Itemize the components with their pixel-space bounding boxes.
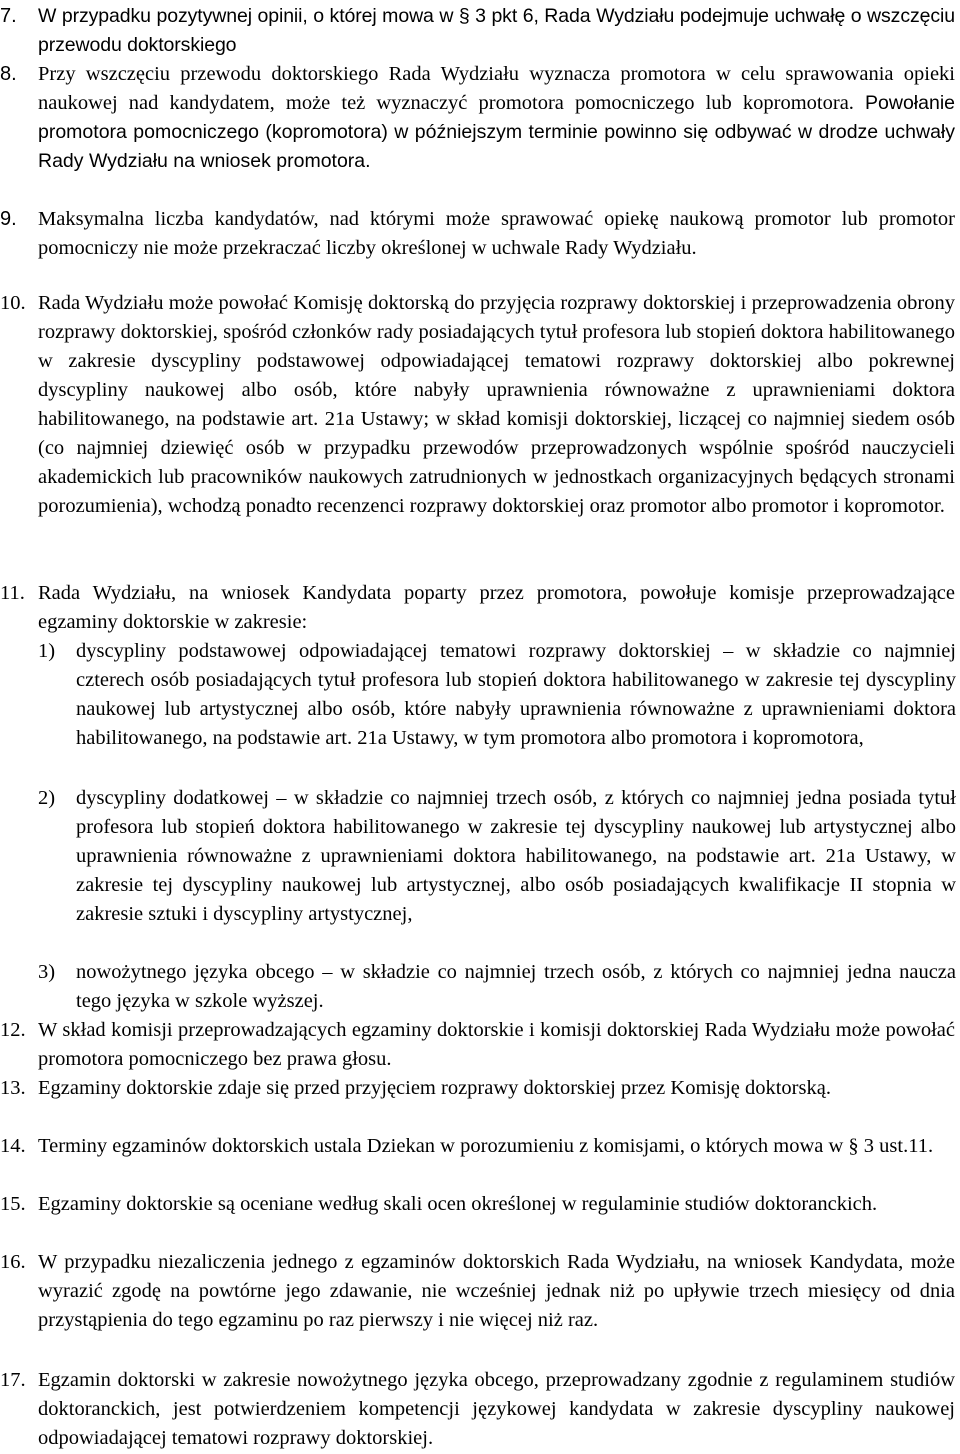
- paragraph-7: [0, 2, 955, 60]
- paragraph-11: [0, 579, 955, 637]
- paragraph-text: Egzaminy doktorskie są oceniane według skali ocen określonej w regulaminie studiów doktoranckich.: [38, 1193, 878, 1215]
- paragraph-12: [0, 1016, 955, 1074]
- paragraph-9: [0, 205, 955, 263]
- paragraph-text: Maksymalna liczba kandydatów, nad którymi może sprawować opiekę naukową promotor lub promotor pomocniczy nie może przekraczać liczby określonej w uchwale Rady Wydziału.: [38, 208, 955, 259]
- paragraph-number: 17.: [0, 1369, 26, 1391]
- paragraph-text: Rada Wydziału może powołać Komisję doktorską do przyjęcia rozprawy doktorskiej i przeprowadzenia obrony rozprawy doktorskiej, spośród członków rady posiadających tytuł profesora lub stopień doktora habilitowanego w zakresie dyscypliny podstawowej odpowiadającej tematowi rozprawy doktorskiej albo pokrewnej dyscypliny naukowej albo osób, które nabyły uprawnienia równoważne z uprawnieniami doktora habilitowanego, na podstawie art. 21a Ustawy; w skład komisji doktorskiej, liczącej co najmniej siedem osób (co najmniej dziewięć osób w przypadku przewodów przeprowadzonych wspólnie spośród nauczycieli akademickich lub pracowników naukowych zatrudnionych w jednostkach organizacyjnych będących stronami porozumienia), wchodzą ponadto recenzenci rozprawy doktorskiej oraz promotor albo promotor i kopromotor.: [38, 292, 955, 517]
- paragraph-number: 14.: [0, 1135, 26, 1157]
- subitem-number: 1): [38, 640, 56, 662]
- paragraph-text-part: Przy wszczęciu przewodu doktorskiego Rada Wydziału wyznacza promotora w celu sprawowania opieki naukowej nad kandydatem, może też wyznaczyć promotora pomocniczego lub kopromotora.: [38, 63, 955, 114]
- paragraph-number: 11.: [0, 582, 25, 604]
- paragraph-8: [0, 60, 955, 176]
- paragraph-text: Terminy egzaminów doktorskich ustala Dziekan w porozumieniu z komisjami, o których mowa w § 3 ust.11.: [38, 1135, 934, 1157]
- paragraph-14: [0, 1132, 955, 1161]
- paragraph-10: [0, 289, 955, 521]
- paragraph-text: W przypadku pozytywnej opinii, o której mowa w § 3 pkt 6, Rada Wydziału podejmuje uchwałę o wszczęciu przewodu doktorskiego: [38, 5, 955, 56]
- paragraph-text-part: Powołanie promotora pomocniczego (kopromotora) w późniejszym terminie powinno się odbywać w drodze uchwały Rady Wydziału na wniosek promotora.: [38, 92, 955, 172]
- subitem-1: [38, 637, 956, 753]
- subitem-number: 2): [38, 787, 56, 809]
- paragraph-text: Egzamin doktorski w zakresie nowożytnego języka obcego, przeprowadzany zgodnie z regulaminem studiów doktoranckich, jest potwierdzeniem kompetencji językowej kandydata w zakresie dyscypliny naukowej odpowiadającej tematowi rozprawy doktorskiej.: [38, 1369, 955, 1449]
- paragraph-text: W skład komisji przeprowadzających egzaminy doktorskie i komisji doktorskiej Rada Wydziału może powołać promotora pomocniczego bez prawa głosu.: [38, 1019, 955, 1070]
- paragraph-16: [0, 1248, 955, 1335]
- paragraph-number: 13.: [0, 1077, 26, 1099]
- paragraph-number: 8.: [0, 63, 17, 85]
- paragraph-text: Egzaminy doktorskie zdaje się przed przyjęciem rozprawy doktorskiej przez Komisję doktorską.: [38, 1077, 831, 1099]
- subitem-number: 3): [38, 961, 56, 983]
- subitem-text: dyscypliny dodatkowej – w składzie co najmniej trzech osób, z których co najmniej jedna posiada tytuł profesora lub stopień doktora habilitowanego w zakresie tej dyscypliny naukowej lub artystycznej albo uprawnienia równoważne z uprawnieniami doktora habilitowanego, na podstawie art. 21a Ustawy, w zakresie tej dyscypliny naukowej lub artystycznej, albo osób posiadających kwalifikacje II stopnia w zakresie sztuki i dyscypliny artystycznej,: [76, 787, 956, 925]
- paragraph-number: 10.: [0, 292, 26, 314]
- paragraph-number: 7.: [0, 5, 17, 27]
- paragraph-13: [0, 1074, 955, 1103]
- subitem-2: [38, 784, 956, 929]
- paragraph-text: W przypadku niezaliczenia jednego z egzaminów doktorskich Rada Wydziału, na wniosek Kandydata, może wyrazić zgodę na powtórne jego zdawanie, nie wcześniej jednak niż po upływie trzech miesięcy od dnia przystąpienia do tego egzaminu po raz pierwszy i nie więcej niż raz.: [38, 1251, 955, 1331]
- paragraph-number: 9.: [0, 208, 17, 230]
- subitem-text: dyscypliny podstawowej odpowiadającej tematowi rozprawy doktorskiej – w składzie co najmniej czterech osób posiadających tytuł profesora lub stopień doktora habilitowanego w zakresie tej dyscypliny naukowej lub artystycznej albo osób, które nabyły uprawnienia równoważne z uprawnieniami doktora habilitowanego, na podstawie art. 21a Ustawy, w tym promotora albo promotora i kopromotora,: [76, 640, 956, 749]
- subitem-text: nowożytnego języka obcego – w składzie co najmniej trzech osób, z których co najmniej jedna naucza tego języka w szkole wyższej.: [76, 961, 956, 1012]
- subitem-3: [38, 958, 956, 1016]
- paragraph-text: Rada Wydziału, na wniosek Kandydata poparty przez promotora, powołuje komisje przeprowadzające egzaminy doktorskie w zakresie:: [38, 582, 955, 633]
- paragraph-number: 12.: [0, 1019, 26, 1041]
- paragraph-15: [0, 1190, 955, 1219]
- paragraph-text: [38, 60, 955, 176]
- paragraph-17: [0, 1366, 955, 1453]
- paragraph-number: 15.: [0, 1193, 26, 1215]
- paragraph-number: 16.: [0, 1251, 26, 1273]
